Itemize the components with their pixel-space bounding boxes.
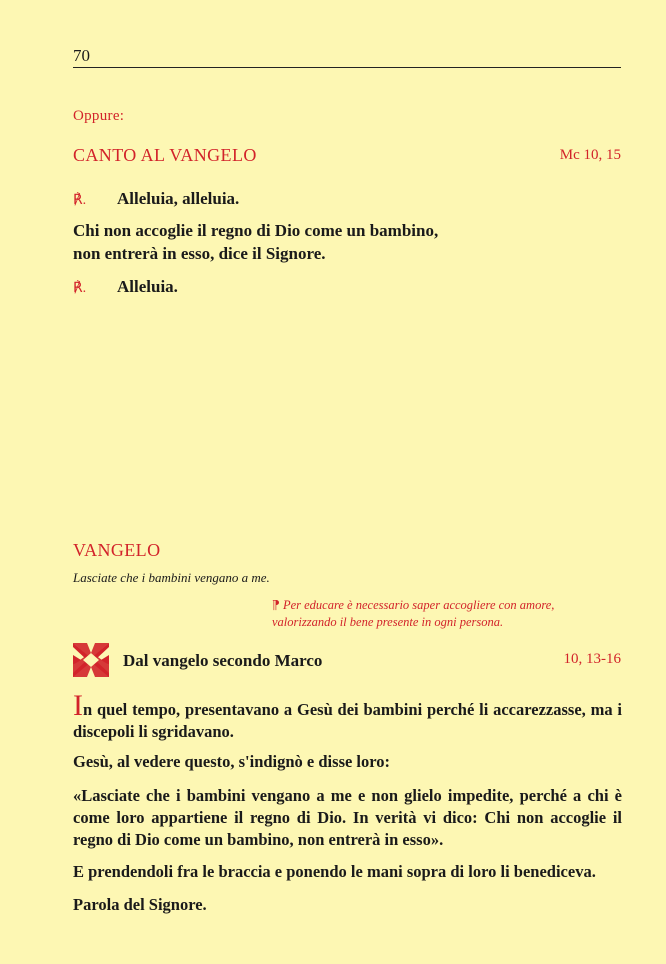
verse-line: Chi non accoglie il regno di Dio come un bambino, [73,221,439,240]
response-symbol: ℟. [73,193,87,208]
response-line-1 [73,189,239,209]
gospel-paragraph-1 [73,689,622,743]
paragraph-text: n quel tempo, presentavano a Gesù dei bambini perché li accarezzasse, ma i discepoli li sgridavano. [73,700,622,741]
gospel-reference: 10, 13-16 [563,651,621,667]
gospel-paragraph-3: «Lasciate che i bambini vengano a me e non glielo impedite, perché a chi è come loro appartiene il regno di Dio. In verità vi dico: Chi non accoglie il regno di Dio come un bambino, non entrerà in esso». [73,786,622,849]
response-text: Alleluia, alleluia. [117,189,240,208]
verse-line: non entrerà in esso, dice il Signore. [73,244,326,263]
closing-acclamation: Parola del Signore. [73,895,207,914]
vangelo-subtitle: Lasciate che i bambini vengano a me. [73,570,270,585]
vangelo-title: VANGELO [73,540,161,560]
response-symbol: ℟. [73,281,87,296]
gospel-paragraph-4: E prendendoli fra le braccia e ponendo le mani sopra di loro li benediceva. [73,862,596,881]
reflection-note [272,597,622,631]
note-text: Per educare è necessario saper accogliere con amore, valorizzando il bene presente in ogni persona. [272,598,555,629]
response-line-2 [73,277,178,297]
response-text: Alleluia. [117,277,178,296]
cross-icon [73,643,109,677]
oppure-label: Oppure: [73,108,125,124]
canto-title: CANTO AL VANGELO [73,145,257,165]
gospel-paragraph-2: Gesù, al vedere questo, s'indignò e disse loro: [73,752,391,771]
page-number: 70 [73,46,90,65]
canto-reference: Mc 10, 15 [559,147,621,163]
header-rule [73,67,621,68]
acclamation-verse [73,219,513,265]
note-mark: ⁋ [272,598,280,612]
gospel-source: Dal vangelo secondo Marco [123,651,323,670]
drop-cap: I [73,689,83,722]
